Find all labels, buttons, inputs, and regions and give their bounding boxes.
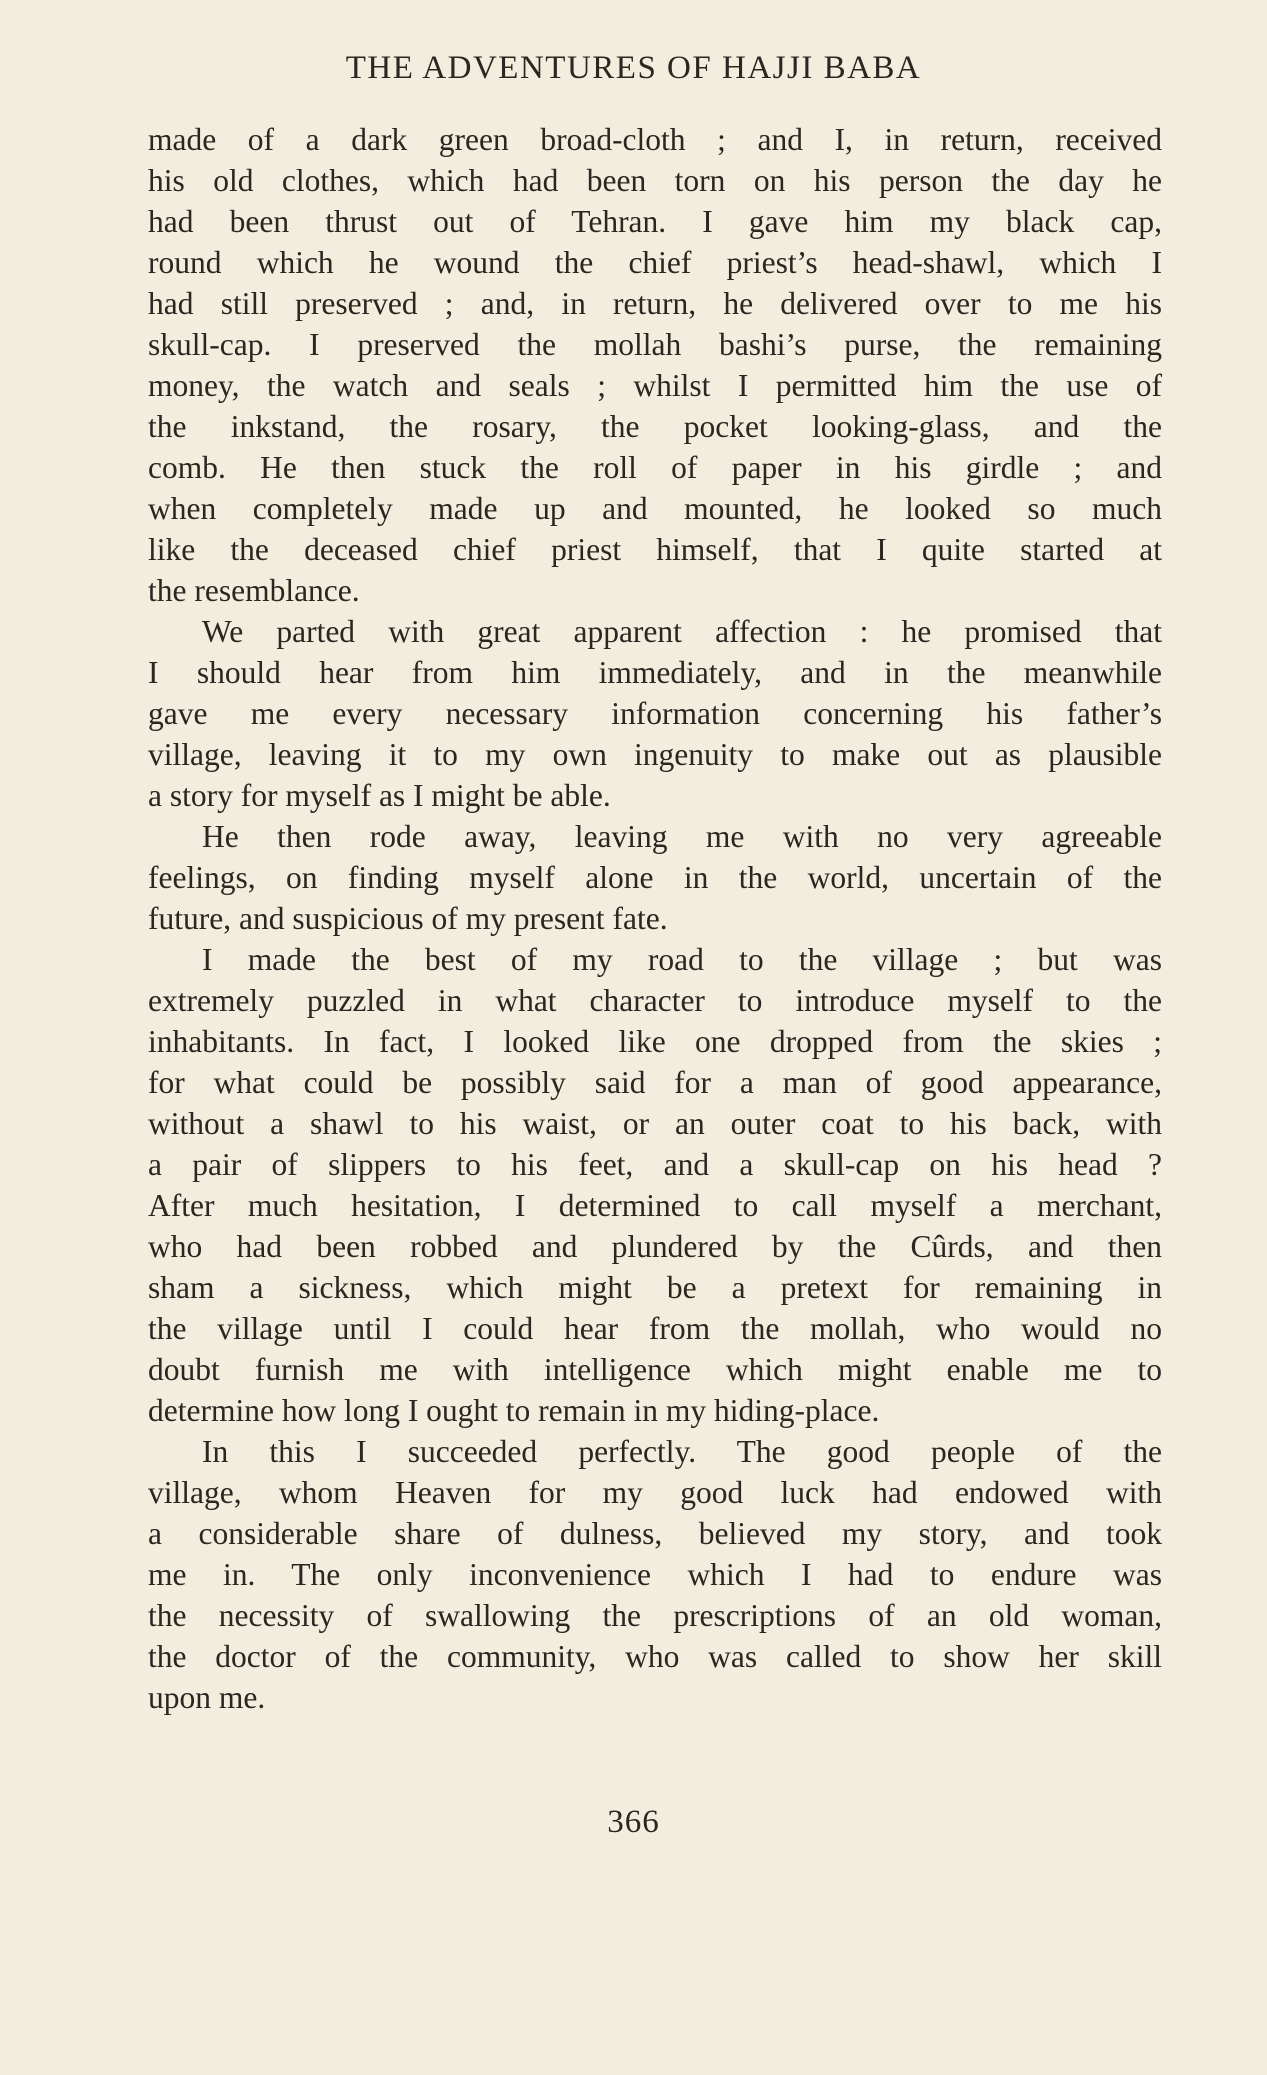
running-head: THE ADVENTURES OF HAJJI BABA: [345, 50, 922, 86]
text-line: I made the best of my road to the village ; but was: [202, 942, 1162, 977]
text-line: like the deceased chief priest himself, that I quite started at: [148, 532, 1162, 567]
text-line: village, leaving it to my own ingenuity to make out as plausible: [148, 737, 1162, 772]
paragraph: [148, 611, 1162, 816]
text-line: had still preserved ; and, in return, he delivered over to me his: [148, 286, 1162, 321]
text-line: We parted with great apparent affection : he promised that: [202, 614, 1162, 649]
text-line: the doctor of the community, who was called to show her skill: [148, 1639, 1162, 1674]
text-line: village, whom Heaven for my good luck had endowed with: [148, 1475, 1162, 1510]
text-line: for what could be possibly said for a man of good appearance,: [148, 1065, 1162, 1100]
text-line: comb. He then stuck the roll of paper in his girdle ; and: [148, 450, 1162, 485]
text-line: gave me every necessary information concerning his father’s: [148, 696, 1162, 731]
text-line: the resemblance.: [148, 573, 360, 608]
text-line: After much hesitation, I determined to call myself a merchant,: [148, 1188, 1162, 1223]
text-line: made of a dark green broad-cloth ; and I, in return, received: [148, 122, 1162, 157]
text-line: In this I succeeded perfectly. The good people of the: [202, 1434, 1162, 1469]
text-line: the necessity of swallowing the prescriptions of an old woman,: [148, 1598, 1162, 1633]
page-number: 366: [607, 1804, 660, 1840]
text-line: a considerable share of dulness, believed my story, and took: [148, 1516, 1162, 1551]
text-line: doubt furnish me with intelligence which might enable me to: [148, 1352, 1162, 1387]
text-line: a pair of slippers to his feet, and a skull-cap on his head ?: [148, 1147, 1162, 1182]
text-line: upon me.: [148, 1680, 266, 1715]
paragraph: [148, 119, 1162, 611]
text-line: who had been robbed and plundered by the Cûrds, and then: [148, 1229, 1162, 1264]
text-line: inhabitants. In fact, I looked like one dropped from the skies ;: [148, 1024, 1162, 1059]
text-line: his old clothes, which had been torn on his person the day he: [148, 163, 1162, 198]
text-line: the inkstand, the rosary, the pocket looking-glass, and the: [148, 409, 1162, 444]
text-line: when completely made up and mounted, he looked so much: [148, 491, 1162, 526]
text-line: me in. The only inconvenience which I had to endure was: [148, 1557, 1162, 1592]
text-line: the village until I could hear from the mollah, who would no: [148, 1311, 1162, 1346]
paragraph: [148, 939, 1162, 1431]
text-line: skull-cap. I preserved the mollah bashi’s purse, the remaining: [148, 327, 1162, 362]
paragraph: [148, 1431, 1162, 1718]
body-text: [148, 119, 1162, 1718]
text-line: feelings, on finding myself alone in the world, uncertain of the: [148, 860, 1162, 895]
text-line: extremely puzzled in what character to introduce myself to the: [148, 983, 1162, 1018]
text-line: had been thrust out of Tehran. I gave him my black cap,: [148, 204, 1162, 239]
text-line: He then rode away, leaving me with no very agreeable: [202, 819, 1162, 854]
text-line: without a shawl to his waist, or an outer coat to his back, with: [148, 1106, 1162, 1141]
text-line: round which he wound the chief priest’s head-shawl, which I: [148, 245, 1162, 280]
text-line: I should hear from him immediately, and in the meanwhile: [148, 655, 1162, 690]
text-line: a story for myself as I might be able.: [148, 778, 611, 813]
text-line: sham a sickness, which might be a pretext for remaining in: [148, 1270, 1162, 1305]
paragraph: [148, 816, 1162, 939]
text-line: determine how long I ought to remain in my hiding-place.: [148, 1393, 880, 1428]
text-line: money, the watch and seals ; whilst I permitted him the use of: [148, 368, 1162, 403]
text-line: future, and suspicious of my present fate.: [148, 901, 668, 936]
